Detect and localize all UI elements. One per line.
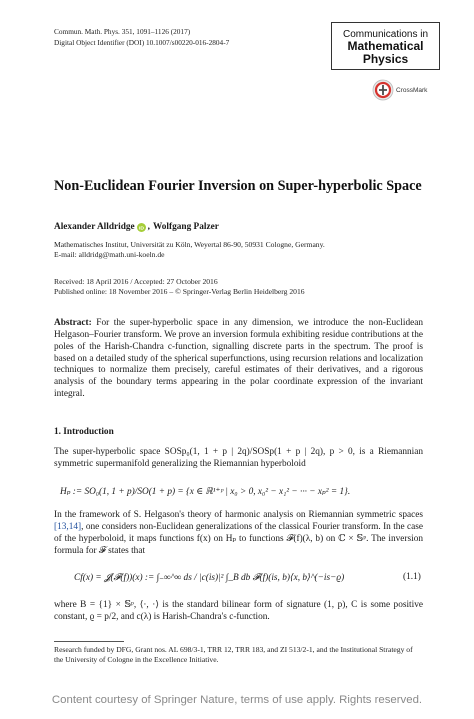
equation-inversion: Cf(x) = 𝓙(𝓕(f))(x) := ∫₋∞^∞ ds / |c(is)|² ∫_B db 𝓕(f)(is, b)⟨x, b⟩^(−is−ϱ) xyxy=(74,573,345,583)
affiliation: Mathematisches Institut, Universität zu Köln, Weyertal 86-90, 50931 Cologne, Germany. xyxy=(54,240,325,249)
footnote: Research funded by DFG, Grant nos. AL 698/3-1, TRR 12, TRR 183, and ZI 513/2-1, and the Institutional Strategy of the University of Cologne in the Excellence Initiative. xyxy=(54,645,413,665)
paragraph: where B = {1} × 𝕊ᵖ, ⟨·, ·⟩ is the standard bilinear form of signature (1, p), C is some positive constant, ϱ = p/2, and c(λ) is Harish-Chandra's c-function. xyxy=(54,600,423,622)
crossmark-badge[interactable] xyxy=(372,79,427,101)
doi-line: Digital Object Identifier (DOI) 10.1007/s00220-016-2804-7 xyxy=(54,37,230,47)
paragraph xyxy=(54,510,423,557)
abstract-text: For the super-hyperbolic space in any dimension, we introduce the non-Euclidean Helgason–Fourier transform. We prove an inversion formula exhibiting residue contributions at the poles of the Harish-Chandra c-function, signalling discrete parts in the spectrum. The proof is based on a detailed study of the spherical superfunctions, using recursion relations and localization techniques to normalize them precisely, careful estimates of their derivatives, and a rigorous analysis of the boundary terms appearing in the polar coordinate expression of the invariant integral. xyxy=(54,318,423,400)
author-list xyxy=(54,222,219,232)
paragraph-text: In the framework of S. Helgason's theory of harmonic analysis on Riemannian symmetric spaces xyxy=(54,510,423,520)
journal-logo-line3: Physics xyxy=(362,52,409,66)
paper-title: Non-Euclidean Fourier Inversion on Super-hyperbolic Space xyxy=(54,178,422,194)
section-heading: 1. Introduction xyxy=(54,427,114,437)
paragraph-text: , one considers non-Euclidean generalizations of the classical Fourier transform. In the case of the hyperboloid, it maps functions f(x) on Hₚ to functions 𝓕(f)(λ, b) on ℂ × 𝕊ᵖ. The inversion formula for 𝓕 states that xyxy=(54,521,423,556)
journal-citation: Commun. Math. Phys. 351, 1091–1126 (2017) xyxy=(54,27,191,36)
paragraph: The super-hyperbolic space SOSp₀(1, 1 + p | 2q)/SOSp(1 + p | 2q), p > 0, is a Riemannian symmetric supermanifold generalizing the Riemannian hyperboloid xyxy=(54,447,423,469)
crossmark-icon xyxy=(372,79,394,101)
abstract-label: Abstract: xyxy=(54,318,92,328)
svg-text:iD: iD xyxy=(138,225,144,231)
journal-header xyxy=(54,27,229,48)
journal-logo-line2: Mathematical xyxy=(347,39,424,53)
footnote-divider xyxy=(54,641,124,642)
equation-hyperboloid: Hₚ := SO₀(1, 1 + p)/SO(1 + p) = {x ∈ ℝ¹⁺ᵖ | x₀ > 0, x₀² − x₁² − ··· − xₚ² = 1}. xyxy=(60,487,351,497)
email[interactable]: E-mail: alldridg@math.uni-koeln.de xyxy=(54,250,165,260)
watermark: Content courtesy of Springer Nature, terms of use apply. Rights reserved. xyxy=(51,694,423,706)
received-date: Received: 18 April 2016 / Accepted: 27 October 2016 xyxy=(54,277,218,286)
crossmark-label: CrossMark xyxy=(396,86,428,94)
dates-block xyxy=(54,277,305,298)
author-name: Wolfgang Palzer xyxy=(153,222,219,232)
orcid-icon[interactable] xyxy=(137,223,146,232)
journal-logo xyxy=(331,22,440,70)
journal-logo-line1: Communications in xyxy=(342,29,429,40)
author-name: Alexander Alldridge xyxy=(54,222,135,232)
author-separator: , xyxy=(147,222,150,232)
published-date: Published online: 18 November 2016 – © Springer-Verlag Berlin Heidelberg 2016 xyxy=(54,287,305,297)
affiliation-block xyxy=(54,240,325,261)
citation-link[interactable]: [13,14] xyxy=(54,521,82,532)
equation-number: (1.1) xyxy=(403,572,421,582)
abstract xyxy=(54,318,423,401)
